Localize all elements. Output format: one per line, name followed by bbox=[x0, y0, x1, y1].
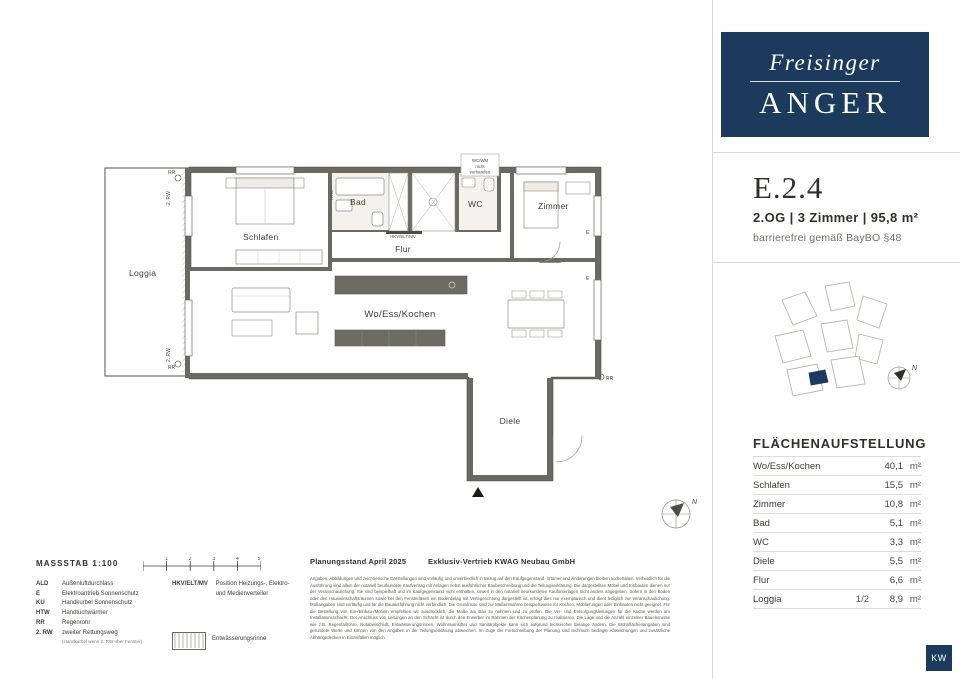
table-row bbox=[753, 533, 921, 552]
brand-line1: Freisinger bbox=[769, 50, 881, 75]
abbr-text: Handtuchwärmer bbox=[62, 610, 108, 617]
sitemap-compass bbox=[888, 365, 918, 389]
abbr-row bbox=[36, 609, 186, 619]
area-fraction bbox=[845, 552, 869, 571]
brand-line2: ANGER bbox=[759, 85, 891, 120]
marker-rr-right: RR bbox=[606, 376, 614, 382]
table-row bbox=[753, 514, 921, 533]
room-label-wc: WC bbox=[468, 199, 483, 209]
marker-e-right-top: E bbox=[586, 230, 590, 236]
scale-title: MASSSTAB 1:100 bbox=[36, 559, 119, 568]
room-label-bad: Bad bbox=[350, 197, 367, 207]
abbr-text: Außenluftdurchlass bbox=[62, 581, 114, 587]
table-row bbox=[753, 552, 921, 571]
drainage-hatch-label: Entwässerungsrinne bbox=[212, 636, 267, 642]
area-unit: m² bbox=[903, 552, 921, 571]
unit-summary: 2.OG | 3 Zimmer | 95,8 m² bbox=[753, 210, 919, 225]
area-name: Zimmer bbox=[753, 495, 845, 514]
svg-text:nicht: nicht bbox=[475, 164, 485, 169]
svg-text:5: 5 bbox=[257, 557, 261, 562]
room-label-wohnen: Wo/Ess/Kochen bbox=[364, 309, 436, 320]
abbr-row bbox=[36, 629, 186, 639]
svg-text:4: 4 bbox=[236, 557, 239, 562]
legend-hkv-text: Position Heizungs-, Elektro- und Medienverteiler bbox=[215, 581, 290, 597]
legend-hkv-key: HKV/ELT/MV bbox=[172, 581, 208, 587]
marker-rw-bottom: 2. RW bbox=[166, 348, 172, 362]
marker-e-right-bottom: E bbox=[586, 276, 590, 282]
room-label-zimmer: Zimmer bbox=[538, 201, 569, 211]
abbr-row bbox=[36, 599, 186, 609]
abbr-key: HTW bbox=[36, 610, 50, 617]
area-name: Schlafen bbox=[753, 476, 845, 495]
planning-state: Planungsstand April 2025 bbox=[310, 557, 407, 566]
area-fraction bbox=[845, 571, 869, 590]
area-unit: m² bbox=[903, 457, 921, 476]
marker-rw-top: 2. RW bbox=[166, 191, 172, 205]
abbr-text: Handkurbel Sonnenschutz bbox=[62, 600, 133, 607]
area-value: 5,5 bbox=[869, 552, 903, 571]
area-fraction bbox=[845, 495, 869, 514]
abbr-text: Elektroantrieb Sonnenschutz bbox=[62, 590, 139, 597]
compass-rose bbox=[662, 499, 698, 528]
abbr-key: RR bbox=[36, 619, 45, 626]
area-value: 8,9 bbox=[869, 590, 903, 609]
area-value: 6,6 bbox=[869, 571, 903, 590]
area-unit: m² bbox=[903, 514, 921, 533]
area-value: 3,3 bbox=[869, 533, 903, 552]
divider-top bbox=[713, 152, 960, 153]
room-label-diele: Diele bbox=[499, 416, 521, 426]
area-unit: m² bbox=[903, 571, 921, 590]
area-name: Wo/Ess/Kochen bbox=[753, 457, 845, 476]
abbr-key: ALD bbox=[36, 581, 49, 587]
table-row bbox=[753, 590, 921, 609]
area-name: Diele bbox=[753, 552, 845, 571]
area-fraction bbox=[845, 476, 869, 495]
area-fraction bbox=[845, 533, 869, 552]
highlighted-unit bbox=[809, 370, 828, 385]
abbr-row bbox=[36, 619, 186, 629]
unit-code: E.2.4 bbox=[753, 170, 824, 205]
scale-bar bbox=[143, 557, 261, 573]
brand-rule bbox=[750, 81, 900, 82]
kw-corner-logo: KW bbox=[926, 645, 952, 671]
svg-text:2: 2 bbox=[188, 557, 192, 562]
abbr-subnote: (Handkurbel wenn 2. RW über Fenster) bbox=[62, 639, 143, 645]
area-unit: m² bbox=[903, 495, 921, 514]
abbr-key: 2. RW bbox=[36, 629, 53, 636]
svg-text:N: N bbox=[692, 499, 698, 506]
room-label-flur: Flur bbox=[395, 244, 411, 254]
areas-table bbox=[753, 456, 921, 609]
area-fraction: 1/2 bbox=[845, 590, 869, 609]
drainage-hatch-swatch bbox=[172, 632, 206, 650]
area-name: WC bbox=[753, 533, 845, 552]
table-row bbox=[753, 476, 921, 495]
svg-text:WC/WM: WC/WM bbox=[471, 158, 489, 163]
abbr-text: zweiter Rettungsweg bbox=[62, 629, 118, 636]
table-row bbox=[753, 495, 921, 514]
room-label-schlafen: Schlafen bbox=[243, 232, 279, 242]
abbr-text: Regenrohr bbox=[62, 619, 91, 626]
area-value: 40,1 bbox=[869, 457, 903, 476]
table-row bbox=[753, 457, 921, 476]
svg-text:3: 3 bbox=[212, 557, 216, 562]
area-value: 5,1 bbox=[869, 514, 903, 533]
area-unit: m² bbox=[903, 476, 921, 495]
marker-htw: HTW bbox=[329, 190, 334, 200]
marker-rr-bottom: RR bbox=[168, 365, 176, 371]
info-panel bbox=[712, 0, 960, 679]
svg-text:vorhanden: vorhanden bbox=[469, 169, 491, 175]
brand-logo bbox=[721, 32, 929, 137]
marker-rr-top: RR bbox=[168, 170, 176, 176]
area-unit: m² bbox=[903, 533, 921, 552]
abbr-key: KU bbox=[36, 600, 45, 607]
divider-mid bbox=[713, 262, 960, 263]
legend-mid-column bbox=[172, 580, 302, 599]
disclaimer-text: Angaben, Abbildungen und zeichnerische Darstellungen sind vorläufig und unverbindlich in Bezug auf den Kaufgegenstand. Irrtümer und Änderungen bleiben vorbehalten. Verbindlich für die Ausführung sind allein der notariell beurkundete Kaufvertrag mit Anlagen nebst ausführlicher Baubeschreibung und die Teilungserklärung. Die dargestellten Möbel und Einbauten dienen nur der Veranschaulichung. Sie sind beispielhaft und im Kaufgegenstand nicht enthalten, soweit in den notariell beurkundeten Kaufunterlagen nicht anders angegeben. Sofern in den Böden oder den Hauswirtschaftsräumen sowie bei den Fensterläsen ein Bodenbelag mit Verlegerichtung dargestellt ist, erfolgt dies nur exemplarisch und dient lediglich zur Veranschaulichung. Maßangaben sind vorläufig und für die Bauausführung nicht verbindlich. Die Grundrisse sind zur Maßentnahme beispielsweise für Küchen, Möblierungen oder Einbauten nicht geeignet. Für die Bestellung von Ein-/Einbau-/Möbeln empfehlen wir ausdrücklich, die Maße am Bau zu nehmen und zu prüfen. Die Ver- und Entsorgungsleitungen für die Küche werden am Installationsschacht. Der Anschluss von Leitungen an den Schacht ist durch den Erwerber im Rahmen der Küchenplanung zu realisieren. Die Lage und die Anzahl einzelner Bauelemente wie z.B. Regenfallrohre, Notabwischluft, Entwässerungsrinnen, Wohnraumlüfter und Sanitärobjekte kann sich aufgrund technischer Belange ändern. Die Wohnflächenangaben sind gerundete Werte und können von den Angaben in der Teilungserklärung abweichen. Im Zuge der Fortschreibung der Planung sind technisch bedingte Abweichungen und zusätzliche Abhängedecken in Einzelfällen möglich. bbox=[310, 576, 670, 640]
area-fraction bbox=[845, 514, 869, 533]
svg-text:N: N bbox=[912, 365, 918, 372]
area-name: Loggia bbox=[753, 590, 845, 609]
abbr-key: E bbox=[36, 590, 41, 597]
area-name: Flur bbox=[753, 571, 845, 590]
abbr-row bbox=[36, 590, 186, 600]
area-value: 15,5 bbox=[869, 476, 903, 495]
svg-text:1: 1 bbox=[165, 557, 168, 562]
abbreviation-list bbox=[36, 580, 186, 646]
areas-title: FLÄCHENAUFSTELLUNG bbox=[753, 436, 927, 451]
abbr-row bbox=[36, 580, 186, 590]
legend-area bbox=[0, 540, 712, 679]
area-fraction bbox=[845, 457, 869, 476]
marker-hkv: HKV/ELT/MV bbox=[390, 234, 416, 239]
area-unit: m² bbox=[903, 590, 921, 609]
vendor-label: Exklusiv-Vertrieb KWAG Neubau GmbH bbox=[428, 557, 576, 566]
table-row bbox=[753, 571, 921, 590]
accessibility-note: barrierefrei gemäß BayBO §48 bbox=[753, 232, 902, 244]
room-label-loggia: Loggia bbox=[129, 268, 157, 278]
area-value: 10,8 bbox=[869, 495, 903, 514]
site-plan-mini-map bbox=[747, 278, 927, 413]
area-name: Bad bbox=[753, 514, 845, 533]
